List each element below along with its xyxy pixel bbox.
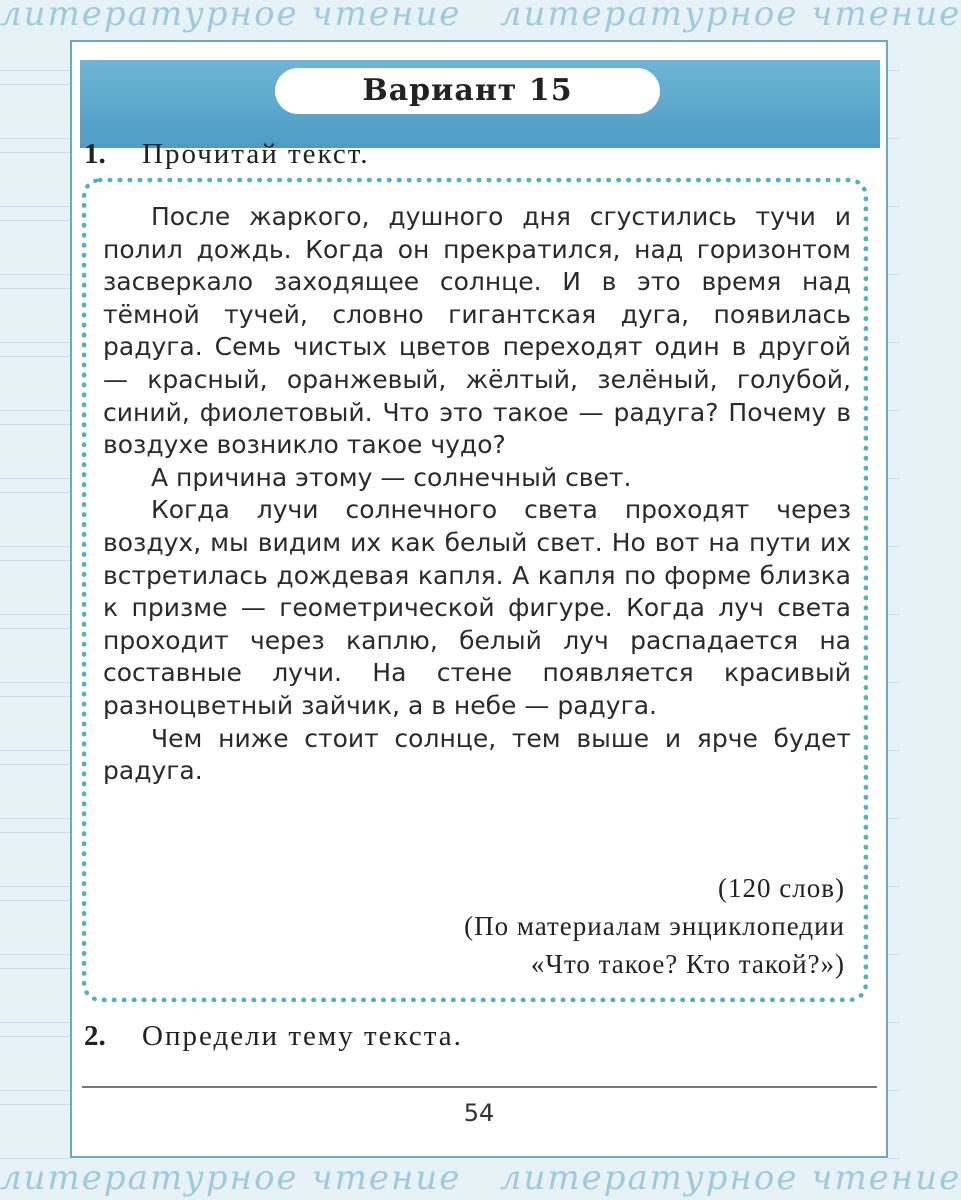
- background-watermark-top: литературное чтение литературное чтение: [0, 0, 961, 34]
- task-1-number: 1.: [84, 138, 106, 170]
- reading-paragraph-1: После жаркого, душного дня сгустились тучи и полил дождь. Когда он прекратился, над горизонтом засверкало заходящее солнце. И в это время над тёмной тучей, словно гигантская дуга, появилась радуга. Семь чистых цветов переходят один в другой — красный, оранжевый, жёлтый, зелёный, голубой, синий, фиолетовый. Что это такое — радуга? Почему в воздухе возникло такое чудо?: [103, 202, 851, 460]
- background-watermark-bottom: литературное чтение литературное чтение: [0, 1158, 961, 1198]
- task-1-label: Прочитай текст.: [142, 138, 370, 170]
- task-2-label: Определи тему текста.: [142, 1020, 463, 1052]
- page-number: 54: [463, 1099, 495, 1127]
- reading-text: [103, 201, 851, 788]
- background-watermark-right: [888, 40, 900, 1160]
- reading-paragraph-4: Чем ниже стоит солнце, тем выше и ярче будет радуга.: [103, 723, 851, 786]
- task-1: [84, 138, 370, 171]
- page-title: Вариант 15: [275, 68, 660, 114]
- worksheet-page: [70, 40, 888, 1158]
- header-banner: [80, 60, 880, 148]
- reading-paragraph-3: Когда лучи солнечного света проходят через воздух, мы видим их как белый свет. Но вот на пути их встретилась дождевая капля. А капля по форме близка к призме — геометрической фигуре. Когда луч света проходит через каплю, белый луч распадается на составные лучи. На стене появляется красивый разноцветный зайчик, а в небе — радуга.: [103, 495, 851, 720]
- source-line-2: «Что такое? Кто такой?»): [530, 949, 845, 979]
- task-2-number: 2.: [84, 1020, 106, 1052]
- reading-credits: [464, 869, 845, 983]
- word-count: (120 слов): [718, 873, 845, 903]
- source-line-1: (По материалам энциклопедии: [464, 911, 845, 941]
- background-watermark-left: [0, 40, 70, 1160]
- task-2: [84, 1020, 463, 1053]
- answer-line: [82, 1086, 877, 1088]
- reading-paragraph-2: А причина этому — солнечный свет.: [151, 462, 632, 492]
- reading-text-box: [82, 178, 868, 1002]
